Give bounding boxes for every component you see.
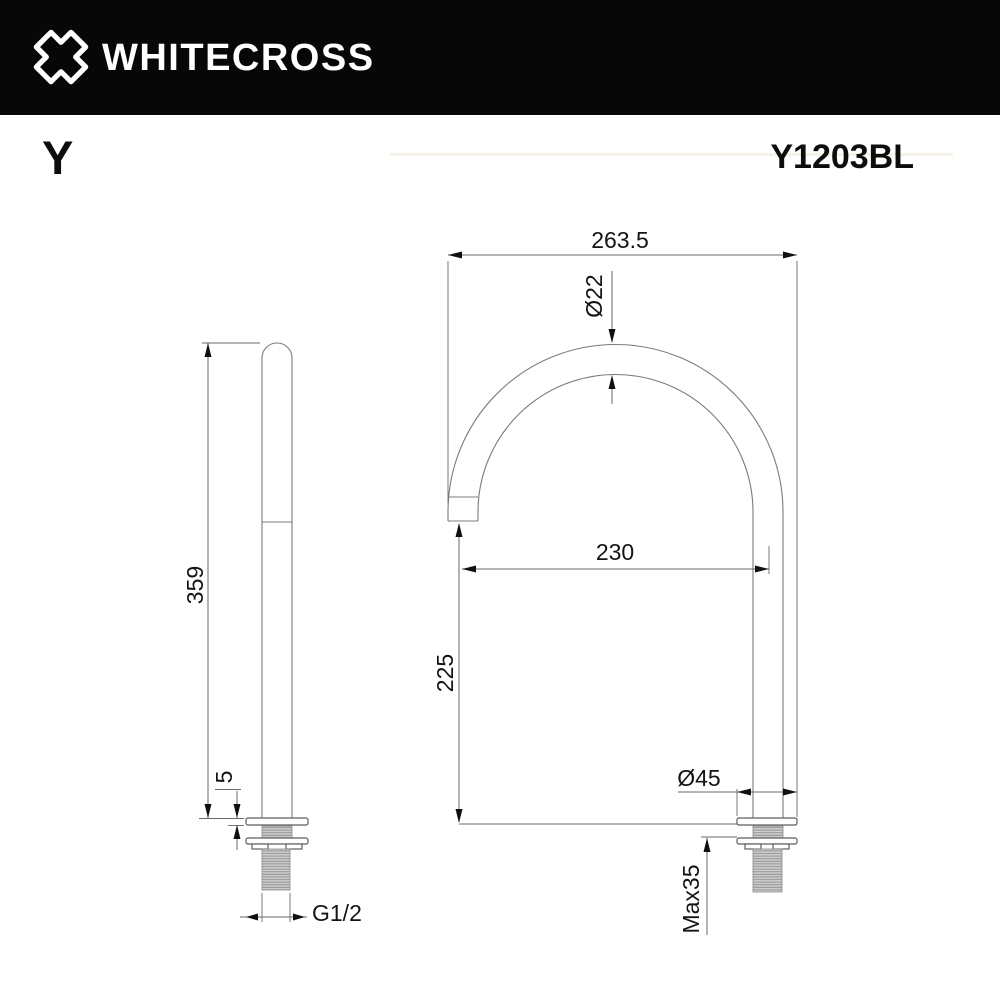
side-threaded-shank: [262, 849, 290, 890]
side-nut-tab: [286, 844, 302, 849]
dim-label-flange-diameter: Ø45: [677, 765, 721, 791]
dim-label-reach: 230: [595, 539, 635, 565]
dim-label-flange-thickness: 5: [211, 770, 238, 784]
brand-header: [0, 0, 1000, 115]
front-locknut-plate: [737, 838, 797, 844]
dim-reach-230: [462, 539, 769, 574]
dim-label-height: 359: [182, 565, 209, 605]
front-nut-tab: [773, 844, 789, 849]
whitecross-logo-icon: [28, 24, 94, 90]
front-view-drawing: [432, 227, 797, 935]
dim-label-max-deck: Max35: [678, 864, 705, 934]
dim-thread-g12: [240, 893, 362, 926]
front-threaded-collar: [753, 826, 783, 838]
dim-label-spout-diameter: Ø22: [581, 274, 608, 318]
dim-spout-diameter-22: [581, 271, 615, 404]
brand-name: WHITECROSS: [102, 37, 375, 79]
side-spout-tube: [262, 343, 292, 818]
dim-height-359: [182, 343, 260, 819]
side-flange-plate: [246, 818, 308, 825]
front-threaded-shank: [753, 849, 782, 892]
side-nut-tab: [252, 844, 268, 849]
dim-flange-diameter-45: [677, 765, 797, 816]
dim-label-overall-width: 263.5: [591, 227, 649, 253]
front-nut-tab: [745, 844, 761, 849]
dim-max-deck-35: [678, 837, 737, 935]
front-spout-outer: [448, 345, 783, 819]
dim-flange-thickness-5: [211, 771, 244, 850]
side-threaded-collar: [262, 826, 292, 838]
dim-overall-width-263-5: [448, 227, 797, 817]
front-spout-inner: [478, 375, 753, 819]
side-locknut-plate: [246, 838, 308, 844]
series-label: Y: [42, 131, 74, 184]
dim-label-outlet-height: 225: [432, 653, 459, 693]
dim-label-thread: G1/2: [312, 900, 362, 926]
model-number: Y1203BL: [770, 138, 914, 176]
side-view-drawing: [182, 343, 362, 926]
front-flange-plate: [737, 818, 797, 825]
